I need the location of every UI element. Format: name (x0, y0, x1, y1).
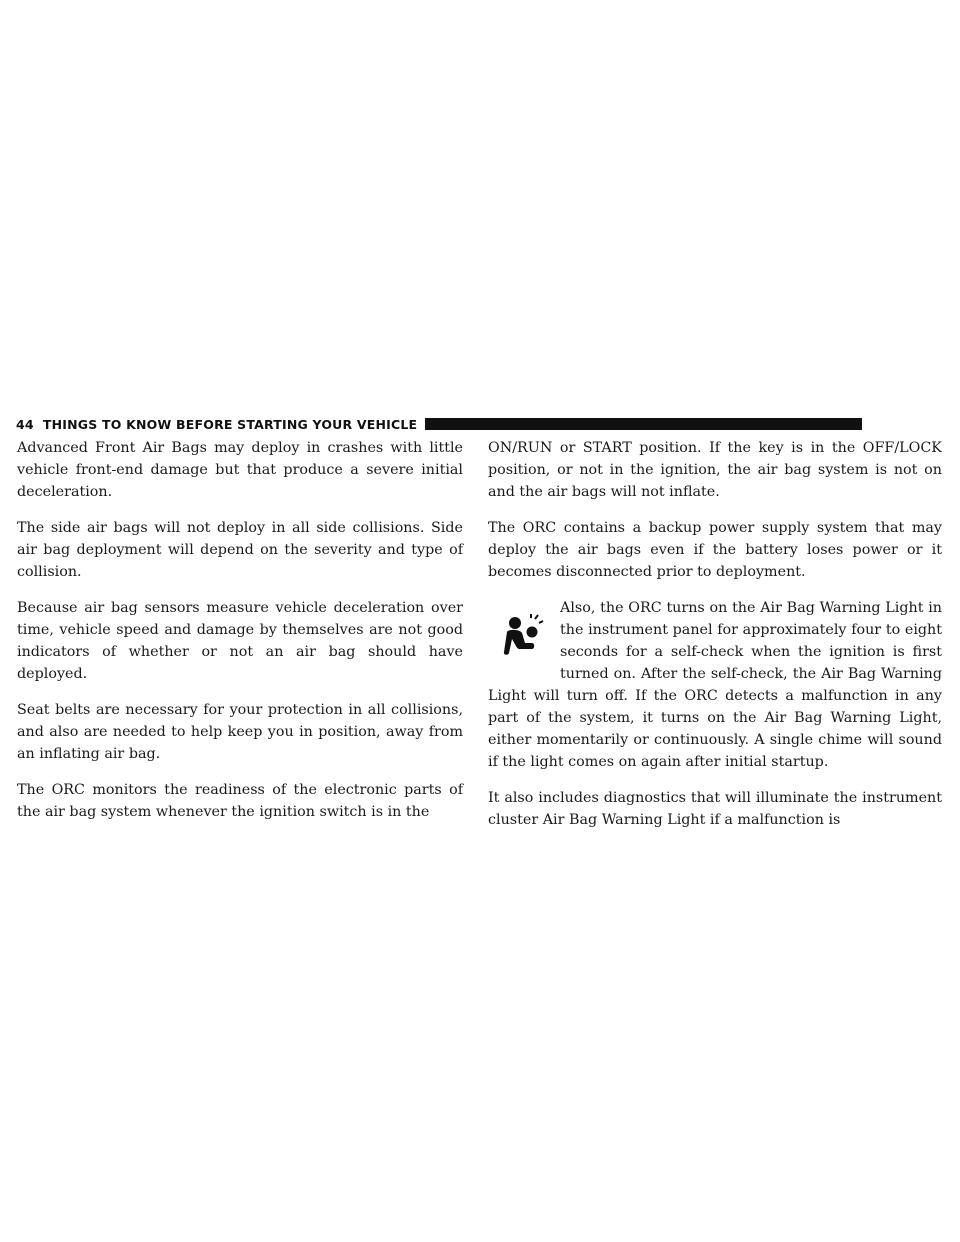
page-number: 44 (16, 416, 34, 432)
paragraph: It also includes diagnostics that will illuminate the instrument cluster Air Bag Warning Light if a malfunction is (488, 790, 942, 828)
airbag-warning-paragraph (488, 597, 942, 787)
paragraph: Because air bag sensors measure vehicle deceleration over time, vehicle speed and damage by themselves are not good indicators of whether or not an air bag should have deployed. (17, 600, 463, 682)
right-column (488, 437, 942, 845)
page-header (16, 414, 862, 434)
paragraph: The side air bags will not deploy in all side collisions. Side air bag deployment will depend on the severity and type of collision. (17, 520, 463, 580)
paragraph: Advanced Front Air Bags may deploy in crashes with little vehicle front-end damage but that produce a severe initial deceleration. (17, 440, 463, 500)
left-column (17, 437, 463, 837)
section-title: THINGS TO KNOW BEFORE STARTING YOUR VEHICLE (42, 416, 418, 432)
paragraph: ON/RUN or START position. If the key is in the OFF/LOCK position, or not in the ignition, the air bag system is not on and the air bags will not inflate. (488, 440, 942, 500)
paragraph: The ORC monitors the readiness of the electronic parts of the air bag system whenever the ignition switch is in the (17, 782, 463, 820)
page-header-text (16, 417, 417, 432)
airbag-warning-icon (498, 613, 544, 659)
paragraph: Also, the ORC turns on the Air Bag Warning Light in the instrument panel for approximately four to eight seconds for a self-check when the ignition is first turned on. After the self-check, the Air Bag Warning Light will turn off. If the ORC detects a malfunction in any part of the system, it turns on the Air Bag Warning Light, either momentarily or continuously. A single chime will sound if the light comes on again after initial startup. (488, 600, 942, 770)
paragraph: The ORC contains a backup power supply system that may deploy the air bags even if the battery loses power or it becomes disconnected prior to deployment. (488, 520, 942, 580)
header-rule (425, 418, 862, 430)
paragraph: Seat belts are necessary for your protection in all collisions, and also are needed to help keep you in position, away from an inflating air bag. (17, 702, 463, 762)
